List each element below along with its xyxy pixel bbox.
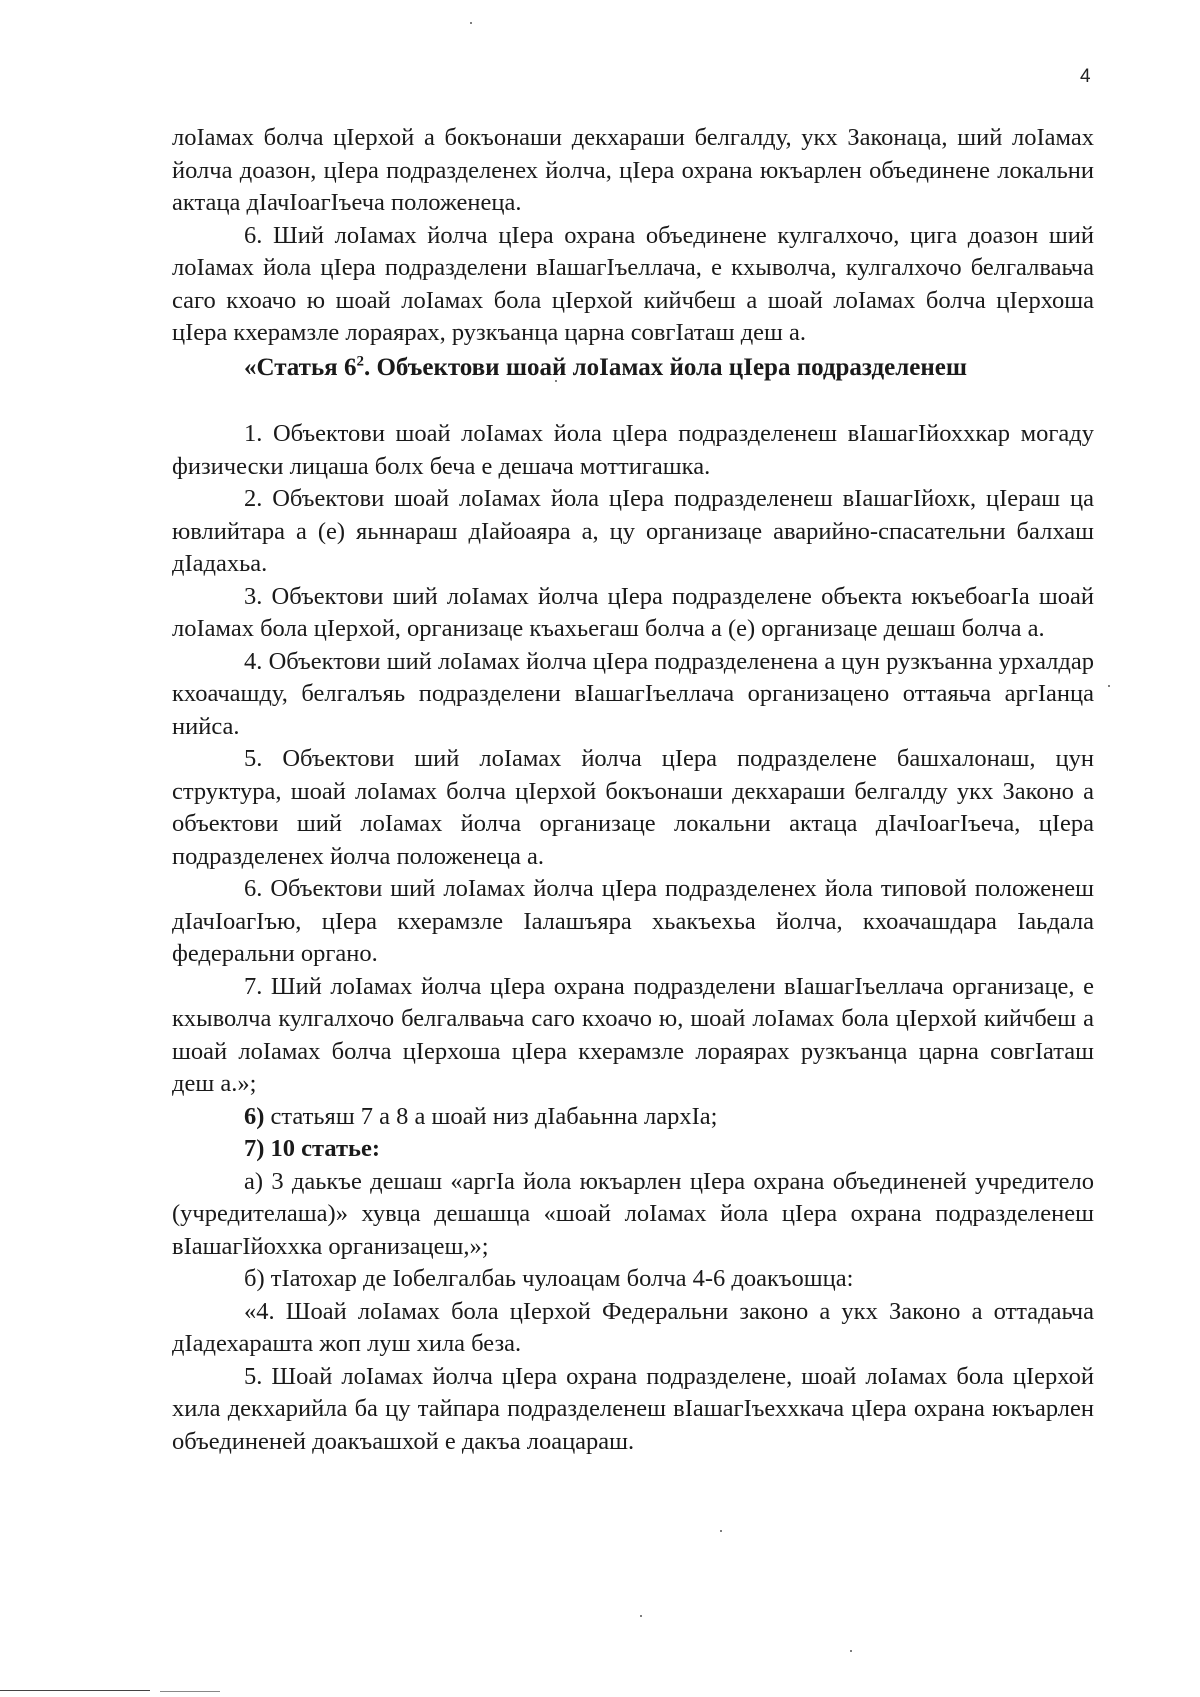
document-body [172,122,1094,1458]
article-item-7: 7. Ший лоIамах йолча цIера охрана подразделени вIашагIъеллача организаце, е кхыволча кулгалхочо белгалваьча саго кхоачо ю, шоай лоIамах бола цIерхой кийчбеш а шоай лоIамах болча цIерхоша цIера кхерамзле лораярах рузкъанца царна совгIаташ деш а.»; [172,972,1094,1097]
scan-artifact-speck [850,1650,852,1652]
heading-suffix: . Объектови шоай лоIамах йола цIера подразделенеш [363,353,967,381]
scan-artifact-line [160,1691,220,1692]
paragraph-continuation: лоIамах болча цIерхой а бокъонаши декхараши белгалду, укх Законаца, ший лоIамах йолча доазон, цIера подразделенех йолча, цIера охрана юкъарлен объединенe локальни актаца дIачIоагIъеча положенеца. [172,124,1094,216]
page-number: 4 [1080,66,1091,87]
paragraph-item-6: 6. Ший лоIамах йолча цIера охрана объединене кулгалхочо, цига доазон ший лоIамах йола цIера подразделени вIашагIъеллача, е кхыволча, кулгалхочо белгалваьча саго кхоачо ю шоай лоIамах бола цIерхой кийчбеш а шоай лоIамах болча цIерхоша цIера кхерамзле лораярах, рузкъанца царна совгIаташ деш а. [172,221,1094,346]
scan-artifact-line [0,1690,150,1691]
article-item-6: 6. Объектови ший лоIамах йолча цIера подразделенех йола типовой положенеш дIачIоагIъю, цIера кхерамзле Iалашъяра хьакъехьа йолча, кхоачашдара Iаьдала федеральни органо. [172,875,1094,967]
amendment-sub-b: б) тIатохар де Iобелгалбаь чулоацам болча 4-6 доакъошца: [244,1265,854,1292]
heading-superscript: 2 [356,353,364,370]
heading-prefix: «Статья 6 [244,353,357,381]
article-item-4: 4. Объектови ший лоIамах йолча цIера подразделенена а цун рузкъанна урхалдар кхоачашду, белгалъяь подразделени вIашагIъеллача организацено оттаяьча аргIанца нийса. [172,647,1094,740]
scan-artifact-speck [720,1530,722,1532]
scan-artifact-speck [555,380,557,382]
article-item-2: 2. Объектови шоай лоIамах йола цIера подразделенеш вIашагIйохк, цIераш ца ювлийтара а (е) яьннараш дIайоаяра а, цу организаце аварийно-спасательни балхаш дIадахьа. [172,485,1094,577]
amendment-sub-a: а) 3 даькъе дешаш «аргIа йола юкъарлен цIера охрана объединеней учредитело (учредителаша)» хувца дешашца «шоай лоIамах йола цIера охрана подразделенеш вIашагIйоххка организацеш,»; [172,1167,1094,1260]
scan-artifact-speck [470,22,472,24]
scan-artifact-speck [1108,685,1110,687]
amendment-item-6-text: статьяш 7 а 8 а шоай низ дIабаьнна лархIа; [264,1102,718,1130]
article-heading [172,352,1094,385]
amendment-part-4: «4. Шоай лоIамах бола цIерхой Федеральни законо а укх Законо а оттадаьча дIадехарашта жоп луш хила беза. [172,1297,1094,1357]
article-item-5: 5. Объектови ший лоIамах йолча цIера подразделене башхалонаш, цун структура, шоай лоIамах болча цIерхой бокъонаши декхараши белгалду укх Законо а объектови ший лоIамах йолча организаце локальни актаца дIачIоагIъеча, цIера подразделенех йолча положенеца а. [172,745,1094,870]
article-item-3: 3. Объектови ший лоIамах йолча цIера подразделене объекта юкъебоагIа шоай лоIамах бола цIерхой, организаце къахьегаш болча а (е) организаце дешаш болча а. [172,582,1094,642]
amendment-item-6 [172,1101,1094,1134]
amendment-item-7-heading: 7) 10 статье: [244,1135,381,1162]
amendment-part-5: 5. Шоай лоIамах йолча цIера охрана подразделене, шоай лоIамах бола цIерхой хила декхарийла ба цу тайпара подразделенеш вIашагIъеххкача цIера охрана юкъарлен объединеней доакъашхой е дакъа лоацараш. [172,1362,1094,1455]
scan-artifact-speck [640,1615,642,1617]
amendment-item-6-number: 6) [244,1102,265,1130]
article-item-1: 1. Объектови шоай лоIамах йола цIера подразделенеш вIашагIйоххкар могаду физически лицаша болх беча е дешача моттигашка. [172,420,1094,480]
